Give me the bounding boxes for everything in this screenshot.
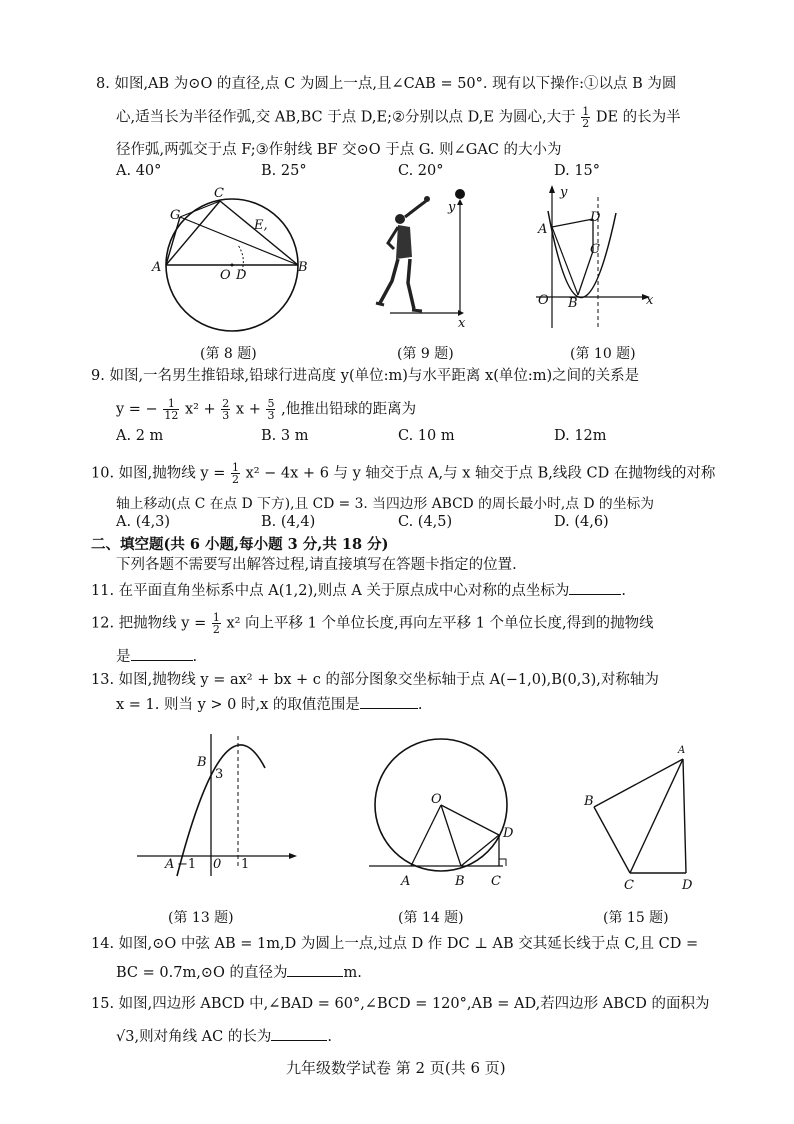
q9-frac2-den: 3 (222, 409, 230, 422)
q15-end: . (327, 1029, 332, 1045)
q11-answer-blank[interactable] (569, 580, 621, 595)
caption-fig9: (第 9 题) (397, 346, 454, 362)
q9-option-d: D. 12m (554, 428, 607, 444)
q9-frac1-num: 1 (163, 398, 179, 410)
caption-fig13: (第 13 题) (168, 910, 234, 926)
fig15-label-c: C (624, 878, 634, 893)
fig8-label-a: A (152, 260, 162, 275)
q11-end: . (621, 583, 627, 599)
q10-option-a: A. (4,3) (116, 514, 171, 530)
q10-option-b: B. (4,4) (261, 514, 316, 530)
section2-note: 下列各题不需要写出解答过程,请直接填写在答题卡指定的位置. (116, 557, 517, 573)
q8-line2-text-b: DE 的长为半 (595, 109, 681, 126)
q9-option-c: C. 10 m (398, 428, 455, 444)
fig13-label-1: 1 (241, 857, 250, 872)
q10-option-d: D. (4,6) (554, 514, 609, 530)
fig10-label-x: x (646, 293, 654, 308)
fig10-label-y: y (560, 185, 568, 200)
fig8-label-d: D (236, 268, 247, 283)
q15-sqrt3: √3 (116, 1029, 135, 1045)
q8-frac-den: 2 (582, 117, 590, 130)
fig15-label-d: D (682, 878, 693, 893)
q10-line1 (91, 462, 715, 485)
q10-line2: 轴上移动(点 C 在点 D 下方),且 CD = 3. 当四边形 ABCD 的周长最小时,点 D 的坐标为 (116, 496, 655, 512)
q13-end: . (417, 697, 423, 713)
q8-option-d: D. 15° (554, 163, 601, 179)
figure-14-circle-diagram (365, 735, 525, 890)
q9-frac3 (266, 398, 275, 421)
q15-line2-text: ,则对角线 AC 的长为 (134, 1029, 272, 1045)
q9-frac2 (221, 398, 230, 421)
q9-frac3-num: 5 (267, 397, 275, 410)
figure-8-circle-diagram (150, 185, 330, 335)
caption-fig15: (第 15 题) (603, 910, 669, 926)
q13-line2 (116, 694, 423, 715)
caption-fig14: (第 14 题) (398, 910, 464, 926)
q15-line2 (116, 1026, 332, 1047)
q8-option-c: C. 20° (398, 163, 444, 179)
q8-line2-text-a: 心,适当长为半径作弧,交 AB,BC 于点 D,E;②分别以点 D,E 为圆心,大于 (116, 109, 576, 126)
q10-frac-num: 1 (231, 461, 239, 474)
fig9-label-y: y (448, 200, 456, 215)
q12-line2-text: 是 (116, 649, 131, 665)
q9-options (116, 428, 736, 448)
q10-line1-a: 10. 如图,抛物线 y = (91, 465, 226, 482)
fig13-label-3: 3 (215, 767, 224, 782)
fig8-label-o: O (220, 268, 231, 283)
fig14-label-c: C (491, 874, 501, 889)
q14-answer-blank[interactable] (287, 962, 343, 977)
fig10-label-c: C (590, 242, 600, 257)
fig13-label-minus1: −1 (177, 857, 197, 872)
q15-line1: 15. 如图,四边形 ABCD 中,∠BAD = 60°,∠BCD = 120°,AB = AD,若四边形 ABCD 的面积为 (91, 996, 710, 1012)
page-footer: 九年级数学试卷 第 2 页(共 6 页) (286, 1059, 506, 1077)
q8-options (116, 163, 736, 183)
q9-eq-mid1: x² + (184, 401, 216, 418)
q9-frac1-den: 12 (164, 409, 179, 422)
q10-frac-den: 2 (231, 473, 239, 486)
q9-eq-mid2: x + (235, 401, 261, 418)
fig14-label-b: B (455, 874, 465, 889)
q15-answer-blank[interactable] (271, 1026, 327, 1041)
q12-answer-blank[interactable] (131, 646, 193, 661)
q9-frac3-den: 3 (267, 409, 275, 422)
fig9-label-x: x (458, 316, 466, 331)
q12-line2 (116, 646, 197, 667)
q11-text: 11. 在平面直角坐标系中点 A(1,2),则点 A 关于原点成中心对称的点坐标为 (91, 583, 570, 599)
fig10-label-d: D (590, 210, 601, 225)
q13-line1: 13. 如图,抛物线 y = ax² + bx + c 的部分图象交坐标轴于点 A(−1,0),B(0,3),对称轴为 (91, 672, 659, 688)
q12-line1 (91, 612, 654, 635)
figure-10-parabola-diagram (530, 183, 660, 333)
q10-line1-b: x² − 4x + 6 与 y 轴交于点 A,与 x 轴交于点 B,线段 CD 在抛物线的对称 (245, 465, 716, 482)
q8-line1: 8. 如图,AB 为⊙O 的直径,点 C 为圆上一点,且∠CAB = 50°. 现有以下操作:①以点 B 为圆 (96, 76, 677, 92)
fig15-label-b: B (584, 794, 594, 809)
q13-answer-blank[interactable] (360, 694, 418, 709)
section2-title: 二、填空题(共 6 小题,每小题 3 分,共 18 分) (91, 536, 389, 553)
q9-frac1 (163, 398, 179, 421)
q14-end: m. (343, 965, 362, 981)
q8-fraction (581, 106, 590, 129)
q12-end: . (192, 649, 198, 665)
figure-15-quadrilateral-diagram (580, 745, 700, 893)
q14-line2 (116, 962, 362, 983)
fig8-label-e: E, (254, 218, 268, 233)
q9-equation (116, 398, 416, 421)
fig10-label-a: A (538, 222, 548, 237)
fig8-label-c: C (214, 186, 224, 201)
q9-frac2-num: 2 (222, 397, 230, 410)
caption-fig8: (第 8 题) (200, 346, 257, 362)
q12-line1-a: 12. 把抛物线 y = (91, 615, 207, 632)
q14-line2-text: BC = 0.7m,⊙O 的直径为 (116, 965, 288, 981)
q14-line1: 14. 如图,⊙O 中弦 AB = 1m,D 为圆上一点,过点 D 作 DC ⊥ AB 交其延长线于点 C,且 CD = (91, 936, 699, 952)
fig14-label-a: A (401, 874, 411, 889)
q9-option-a: A. 2 m (116, 428, 164, 444)
figure-9-shotput-diagram (370, 185, 480, 335)
q9-option-b: B. 3 m (261, 428, 309, 444)
q9-eq-prefix: y = − (116, 401, 158, 418)
q10-option-c: C. (4,5) (398, 514, 453, 530)
fig13-label-a: A (165, 857, 175, 872)
caption-fig10: (第 10 题) (570, 346, 636, 362)
q9-line1: 9. 如图,一名男生推铅球,铅球行进高度 y(单位:m)与水平距离 x(单位:m)之间的关系是 (91, 368, 640, 384)
fig15-label-a: A (678, 745, 686, 756)
q12-line1-b: x² 向上平移 1 个单位长度,再向左平移 1 个单位长度,得到的抛物线 (226, 615, 654, 632)
fig13-label-b: B (197, 755, 207, 770)
q8-option-b: B. 25° (261, 163, 307, 179)
fig8-label-b: B (298, 260, 308, 275)
fig14-label-o: O (431, 792, 442, 807)
fig14-label-d: D (503, 826, 514, 841)
figure-13-parabola-diagram (135, 730, 300, 880)
q12-frac-den: 2 (212, 623, 220, 636)
q10-fraction (231, 462, 240, 485)
fig13-label-0: 0 (213, 857, 222, 872)
q11-line (91, 580, 626, 601)
q12-frac-num: 1 (212, 611, 220, 624)
fig10-label-b: B (568, 296, 578, 311)
q9-eq-suffix: ,他推出铅球的距离为 (281, 401, 417, 418)
fig8-label-g: G (170, 208, 181, 223)
fig10-label-o: O (538, 293, 549, 308)
q10-options (116, 514, 736, 534)
q12-fraction (212, 612, 221, 635)
q13-line2-text: x = 1. 则当 y > 0 时,x 的取值范围是 (116, 697, 360, 713)
q8-line3: 径作弧,两弧交于点 F;③作射线 BF 交⊙O 于点 G. 则∠GAC 的大小为 (116, 142, 562, 158)
q8-frac-num: 1 (582, 105, 590, 118)
q8-line2 (116, 106, 681, 129)
q8-option-a: A. 40° (116, 163, 162, 179)
